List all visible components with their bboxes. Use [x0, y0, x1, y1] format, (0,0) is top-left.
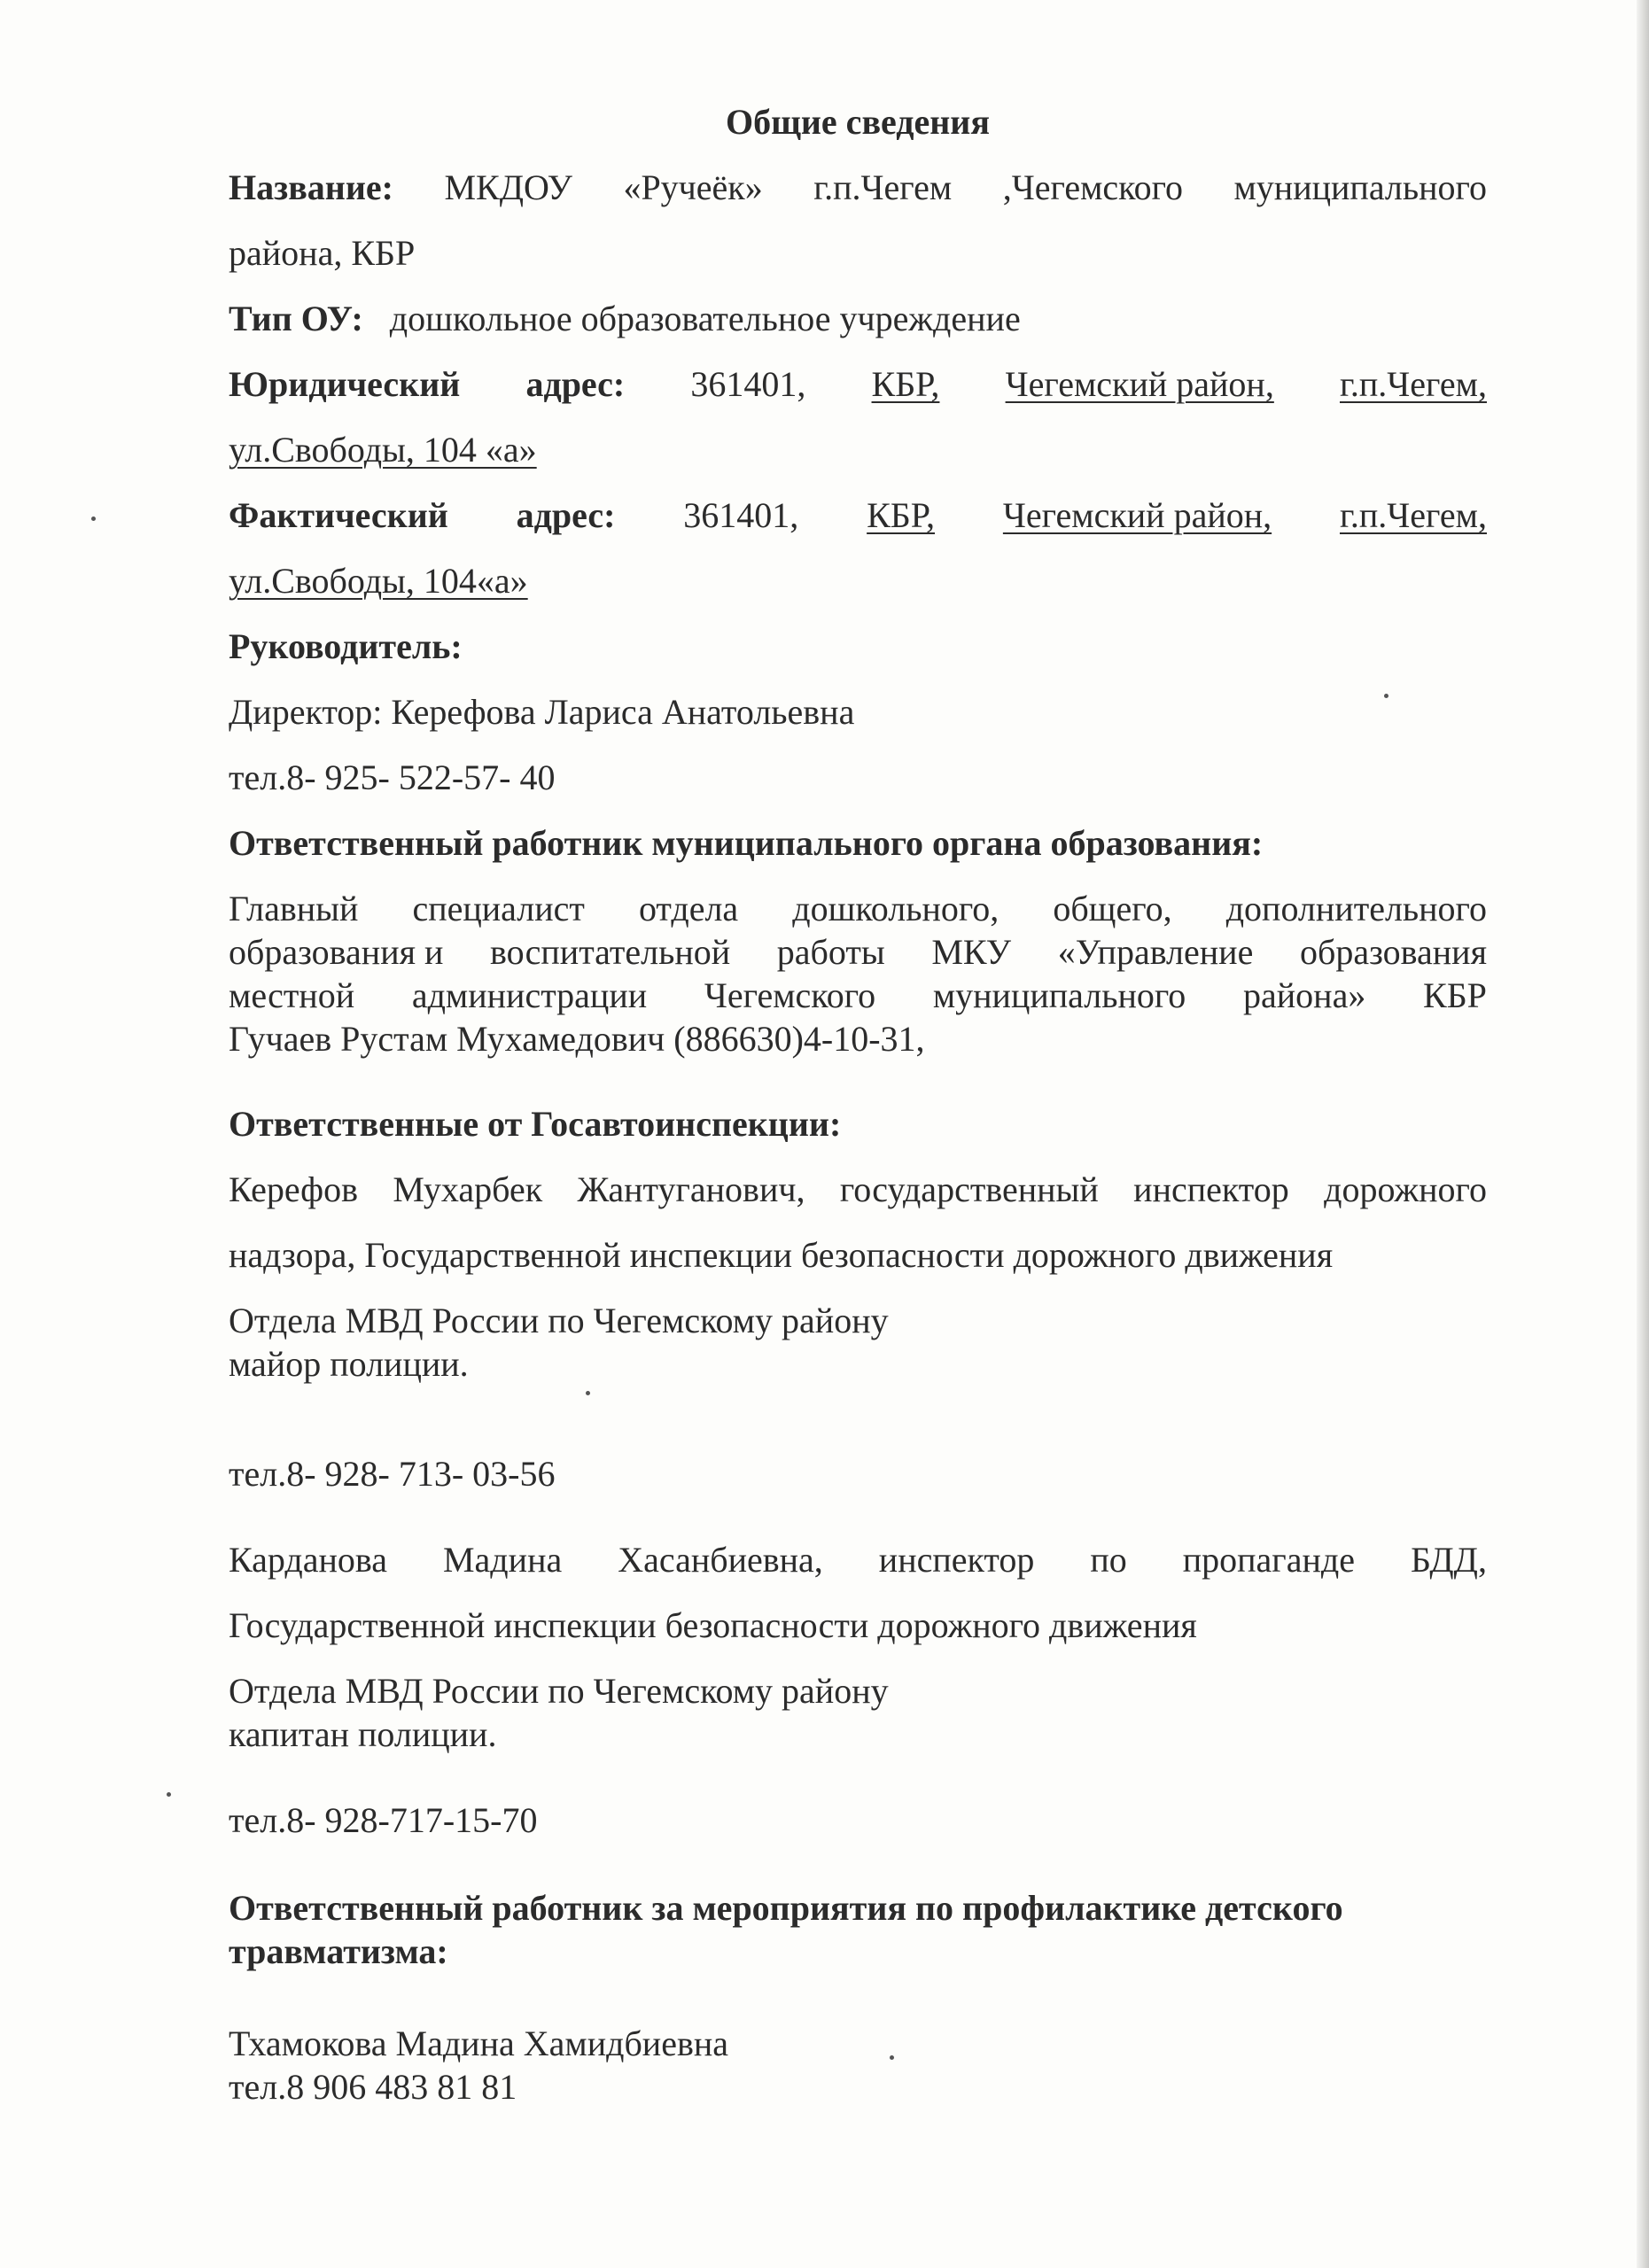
traffic-person-1-line-1 — [229, 1169, 1487, 1211]
name-word: ,Чегемского — [1002, 167, 1183, 207]
municipal-line-4: Гучаев Рустам Мухамедович (886630)4-10-31, — [229, 1019, 925, 1059]
type-value: дошкольное образовательное учреждение — [389, 299, 1021, 338]
actual-address-line — [229, 494, 1487, 537]
legal-address-part: КБР, — [871, 364, 940, 404]
head-heading: Руководитель: — [229, 626, 463, 666]
legal-address-line — [229, 363, 1487, 406]
traffic-person-2-line-2: Государственной инспекции безопасности дорожного движения — [229, 1605, 1197, 1645]
name-word: муниципального — [1233, 167, 1487, 207]
municipal-line-3 — [229, 975, 1487, 1017]
word: муниципального — [932, 975, 1186, 1015]
traffic-person-1-line-2: надзора, Государственной инспекции безопасности дорожного движения — [229, 1235, 1334, 1275]
word: КБР — [1423, 975, 1487, 1015]
legal-address-zip: 361401, — [690, 364, 806, 404]
legal-address-part: г.п.Чегем, — [1339, 364, 1487, 404]
page-edge-shadow — [1637, 0, 1649, 2268]
actual-address-label: Фактический — [229, 495, 448, 535]
director-line: Директор: Керефова Лариса Анатольевна — [229, 692, 855, 732]
word: инспектор — [878, 1540, 1035, 1580]
word: образования — [1299, 932, 1487, 972]
traffic-heading: Ответственные от Госавтоинспекции: — [229, 1104, 842, 1144]
scan-speck — [1384, 694, 1388, 698]
legal-address-part: Чегемский район, — [1005, 364, 1274, 404]
word: МКУ — [931, 932, 1012, 972]
injury-heading-line-2: травматизма: — [229, 1931, 448, 1971]
injury-heading-line-1: Ответственный работник за мероприятия по профилактике детского — [229, 1888, 1343, 1928]
word: дополнительного — [1225, 889, 1487, 928]
traffic-person-1-line-3: Отдела МВД России по Чегемскому району — [229, 1301, 889, 1340]
legal-address-line-2: ул.Свободы, 104 «а» — [229, 430, 537, 470]
word: местной — [229, 975, 355, 1015]
word: Главный — [229, 889, 359, 928]
word: пропаганде — [1182, 1540, 1355, 1580]
word: Жантуганович, — [577, 1169, 805, 1209]
name-line — [229, 167, 1487, 209]
traffic-person-2-line-1 — [229, 1539, 1487, 1581]
scan-speck — [167, 1792, 171, 1797]
word: района» — [1243, 975, 1366, 1015]
injury-person: Тхамокова Мадина Хамидбиевна — [229, 2023, 729, 2063]
scan-speck — [586, 1391, 590, 1395]
actual-address-zip: 361401, — [683, 495, 799, 535]
name-label: Название: — [229, 167, 393, 207]
actual-address-line-2: ул.Свободы, 104«а» — [229, 561, 528, 601]
name-word: МКДОУ — [444, 167, 572, 207]
traffic-person-1-phone: тел.8- 928- 713- 03-56 — [229, 1454, 556, 1494]
word: дорожного — [1324, 1169, 1487, 1209]
word: образования и — [229, 932, 444, 972]
word: Мадина — [442, 1540, 563, 1580]
name-word: «Ручеёк» — [623, 167, 763, 207]
word: инспектор — [1133, 1169, 1289, 1209]
word: работы — [776, 932, 885, 972]
traffic-person-1-rank: майор полиции. — [229, 1344, 469, 1384]
scan-speck — [91, 517, 96, 521]
type-line — [229, 298, 1021, 340]
traffic-person-2-line-3: Отдела МВД России по Чегемскому району — [229, 1671, 889, 1711]
word: Керефов — [229, 1169, 358, 1209]
name-word: г.п.Чегем — [813, 167, 953, 207]
director-phone: тел.8- 925- 522-57- 40 — [229, 757, 556, 797]
word: Чегемского — [704, 975, 876, 1015]
actual-address-part: г.п.Чегем, — [1339, 495, 1487, 535]
type-label: Тип ОУ: — [229, 299, 363, 338]
municipal-line-1 — [229, 888, 1487, 930]
injury-phone: тел.8 906 483 81 81 — [229, 2067, 517, 2107]
actual-address-part: КБР, — [867, 495, 936, 535]
word: Карданова — [229, 1540, 388, 1580]
word: государственный — [839, 1169, 1099, 1209]
municipal-heading: Ответственный работник муниципального органа образования: — [229, 823, 1264, 863]
page-title: Общие сведения — [726, 102, 990, 142]
word: Мухарбек — [393, 1169, 543, 1209]
actual-address-part: Чегемский район, — [1002, 495, 1272, 535]
scan-speck — [890, 2055, 894, 2060]
traffic-person-2-rank: капитан полиции. — [229, 1714, 497, 1754]
word: по — [1090, 1540, 1127, 1580]
word: воспитательной — [490, 932, 731, 972]
traffic-person-2-phone: тел.8- 928-717-15-70 — [229, 1800, 538, 1840]
legal-address-label: адрес: — [525, 364, 626, 404]
word: «Управление — [1057, 932, 1254, 972]
word: дошкольного, — [792, 889, 1000, 928]
name-line-2: района, КБР — [229, 233, 416, 273]
word: БДД, — [1410, 1540, 1487, 1580]
actual-address-label: адрес: — [516, 495, 616, 535]
word: отдела — [638, 889, 739, 928]
municipal-line-2 — [229, 931, 1487, 974]
word: Хасанбиевна, — [618, 1540, 823, 1580]
legal-address-label: Юридический — [229, 364, 461, 404]
word: специалист — [412, 889, 585, 928]
word: администрации — [411, 975, 648, 1015]
word: общего, — [1053, 889, 1172, 928]
